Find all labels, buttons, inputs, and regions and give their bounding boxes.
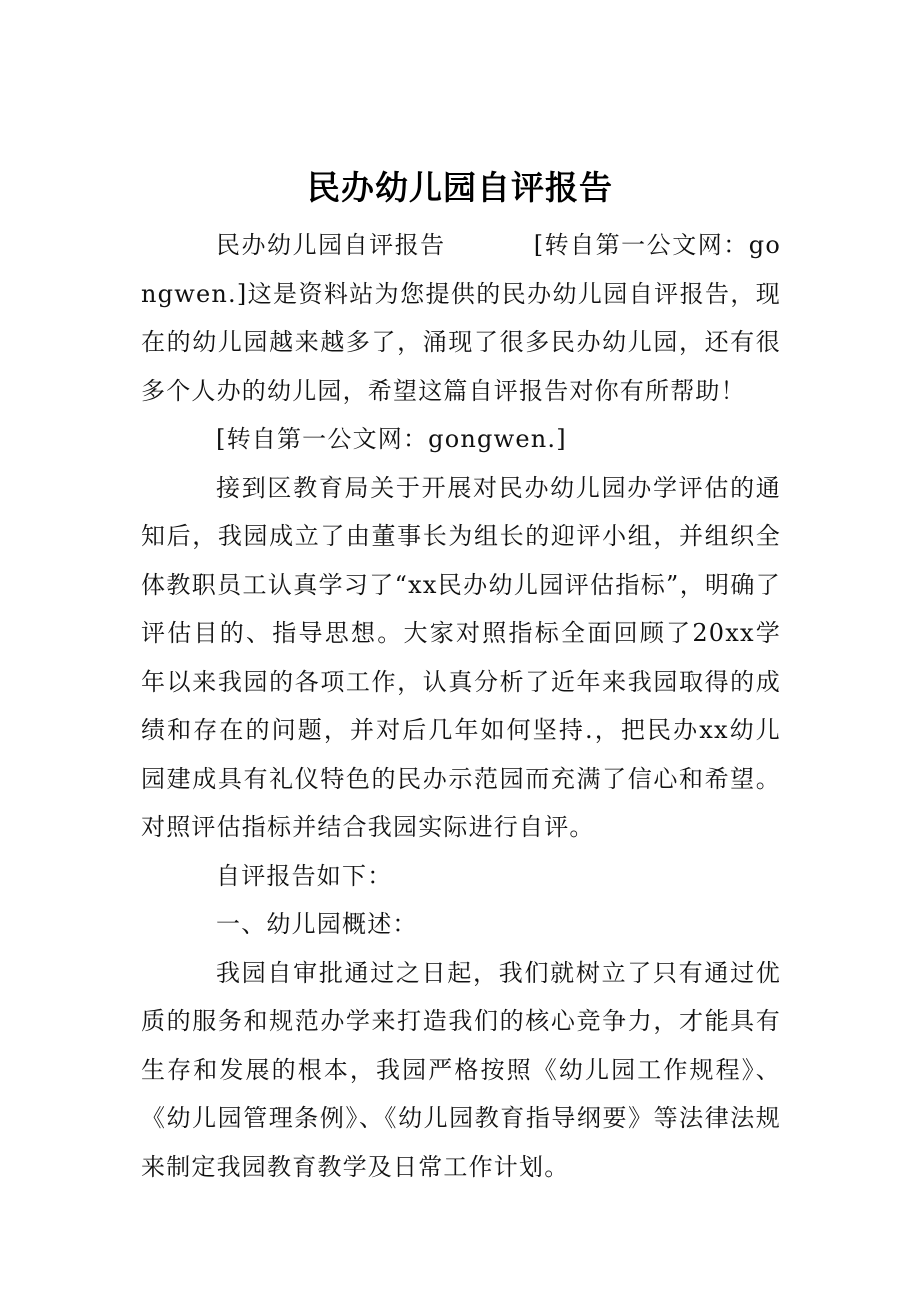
background-paragraph: 接到区教育局关于开展对民办幼儿园办学评估的通知后，我园成立了由董事长为组长的迎评小组，并组织全体教职员工认真学习了“xx民办幼儿园评估指标”，明确了评估目的、指导思想。大家对照指标全面回顾了20xx学年以来我园的各项工作，认真分析了近年来我园取得的成绩和存在的问题，并对后几年如何坚持.，把民办xx幼儿园建成具有礼仪特色的民办示范园而充满了信心和希望。对照评估指标并结合我园实际进行自评。: [141, 473, 781, 841]
report-lead-paragraph: 自评报告如下：: [216, 861, 393, 890]
section-heading: 一、幼儿园概述：: [216, 910, 418, 938]
intro-paragraph: [141, 221, 781, 415]
overview-paragraph: 我园自审批通过之日起，我们就树立了只有通过优质的服务和规范办学来打造我们的核心竞争力，才能具有生存和发展的根本，我园严格按照《幼儿园工作规程》、《幼儿园管理条例》、《幼儿园教育指导纲要》等法律法规来制定我园教育教学及日常工作计划。: [141, 958, 781, 1181]
source-paragraph: [转自第一公文网：gongwen.]: [216, 425, 567, 453]
document-title: 民办幼儿园自评报告: [307, 168, 613, 208]
document-body: [141, 221, 781, 1191]
intro-lead: 民办幼儿园自评报告: [216, 231, 446, 259]
intro-rest: [转自第一公文网：gongwen.]这是资料站为您提供的民办幼儿园自评报告，现在的幼儿园越来越多了，涌现了很多民办幼儿园，还有很多个人办的幼儿园，希望这篇自评报告对你有所帮助！: [141, 231, 781, 405]
